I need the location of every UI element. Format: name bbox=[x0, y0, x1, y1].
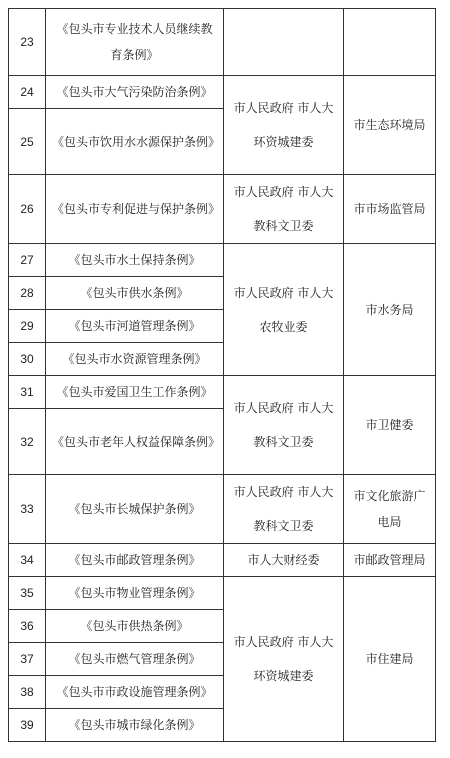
row-number: 38 bbox=[9, 676, 46, 709]
table-row bbox=[9, 244, 436, 277]
row-number: 33 bbox=[9, 475, 46, 544]
law-title: 《包头市水土保持条例》 bbox=[46, 244, 224, 277]
row-number: 39 bbox=[9, 709, 46, 742]
law-title: 《包头市市政设施管理条例》 bbox=[46, 676, 224, 709]
table-row bbox=[9, 175, 436, 244]
row-number: 25 bbox=[9, 109, 46, 175]
responsible-dept: 市人民政府 市人大教科文卫委 bbox=[224, 376, 344, 475]
law-title: 《包头市供水条例》 bbox=[46, 277, 224, 310]
row-number: 28 bbox=[9, 277, 46, 310]
law-title: 《包头市老年人权益保障条例》 bbox=[46, 409, 224, 475]
implementing-agency: 市生态环境局 bbox=[344, 76, 436, 175]
row-number: 24 bbox=[9, 76, 46, 109]
law-title: 《包头市爱国卫生工作条例》 bbox=[46, 376, 224, 409]
row-number: 34 bbox=[9, 544, 46, 577]
responsible-dept: 市人民政府 市人大环资城建委 bbox=[224, 577, 344, 742]
implementing-agency: 市水务局 bbox=[344, 244, 436, 376]
implementing-agency: 市市场监管局 bbox=[344, 175, 436, 244]
table-row bbox=[9, 376, 436, 409]
law-title: 《包头市水资源管理条例》 bbox=[46, 343, 224, 376]
table-row bbox=[9, 9, 436, 76]
row-number: 35 bbox=[9, 577, 46, 610]
implementing-agency bbox=[344, 9, 436, 76]
law-title: 《包头市专利促进与保护条例》 bbox=[46, 175, 224, 244]
implementing-agency: 市卫健委 bbox=[344, 376, 436, 475]
responsible-dept bbox=[224, 9, 344, 76]
row-number: 32 bbox=[9, 409, 46, 475]
table-row bbox=[9, 475, 436, 544]
implementing-agency: 市文化旅游广电局 bbox=[344, 475, 436, 544]
law-title: 《包头市物业管理条例》 bbox=[46, 577, 224, 610]
row-number: 31 bbox=[9, 376, 46, 409]
responsible-dept: 市人大财经委 bbox=[224, 544, 344, 577]
responsible-dept: 市人民政府 市人大教科文卫委 bbox=[224, 475, 344, 544]
row-number: 26 bbox=[9, 175, 46, 244]
implementing-agency: 市住建局 bbox=[344, 577, 436, 742]
law-title: 《包头市燃气管理条例》 bbox=[46, 643, 224, 676]
table-row bbox=[9, 76, 436, 109]
law-title: 《包头市供热条例》 bbox=[46, 610, 224, 643]
row-number: 27 bbox=[9, 244, 46, 277]
row-number: 29 bbox=[9, 310, 46, 343]
regulations-table bbox=[8, 8, 436, 742]
responsible-dept: 市人民政府 市人大农牧业委 bbox=[224, 244, 344, 376]
law-title: 《包头市城市绿化条例》 bbox=[46, 709, 224, 742]
law-title: 《包头市邮政管理条例》 bbox=[46, 544, 224, 577]
table-row bbox=[9, 577, 436, 610]
responsible-dept: 市人民政府 市人大环资城建委 bbox=[224, 76, 344, 175]
row-number: 23 bbox=[9, 9, 46, 76]
responsible-dept: 市人民政府 市人大教科文卫委 bbox=[224, 175, 344, 244]
law-title: 《包头市长城保护条例》 bbox=[46, 475, 224, 544]
row-number: 30 bbox=[9, 343, 46, 376]
law-title: 《包头市大气污染防治条例》 bbox=[46, 76, 224, 109]
row-number: 36 bbox=[9, 610, 46, 643]
table-row bbox=[9, 544, 436, 577]
implementing-agency: 市邮政管理局 bbox=[344, 544, 436, 577]
law-title: 《包头市河道管理条例》 bbox=[46, 310, 224, 343]
row-number: 37 bbox=[9, 643, 46, 676]
law-title: 《包头市饮用水水源保护条例》 bbox=[46, 109, 224, 175]
law-title: 《包头市专业技术人员继续教育条例》 bbox=[46, 9, 224, 76]
